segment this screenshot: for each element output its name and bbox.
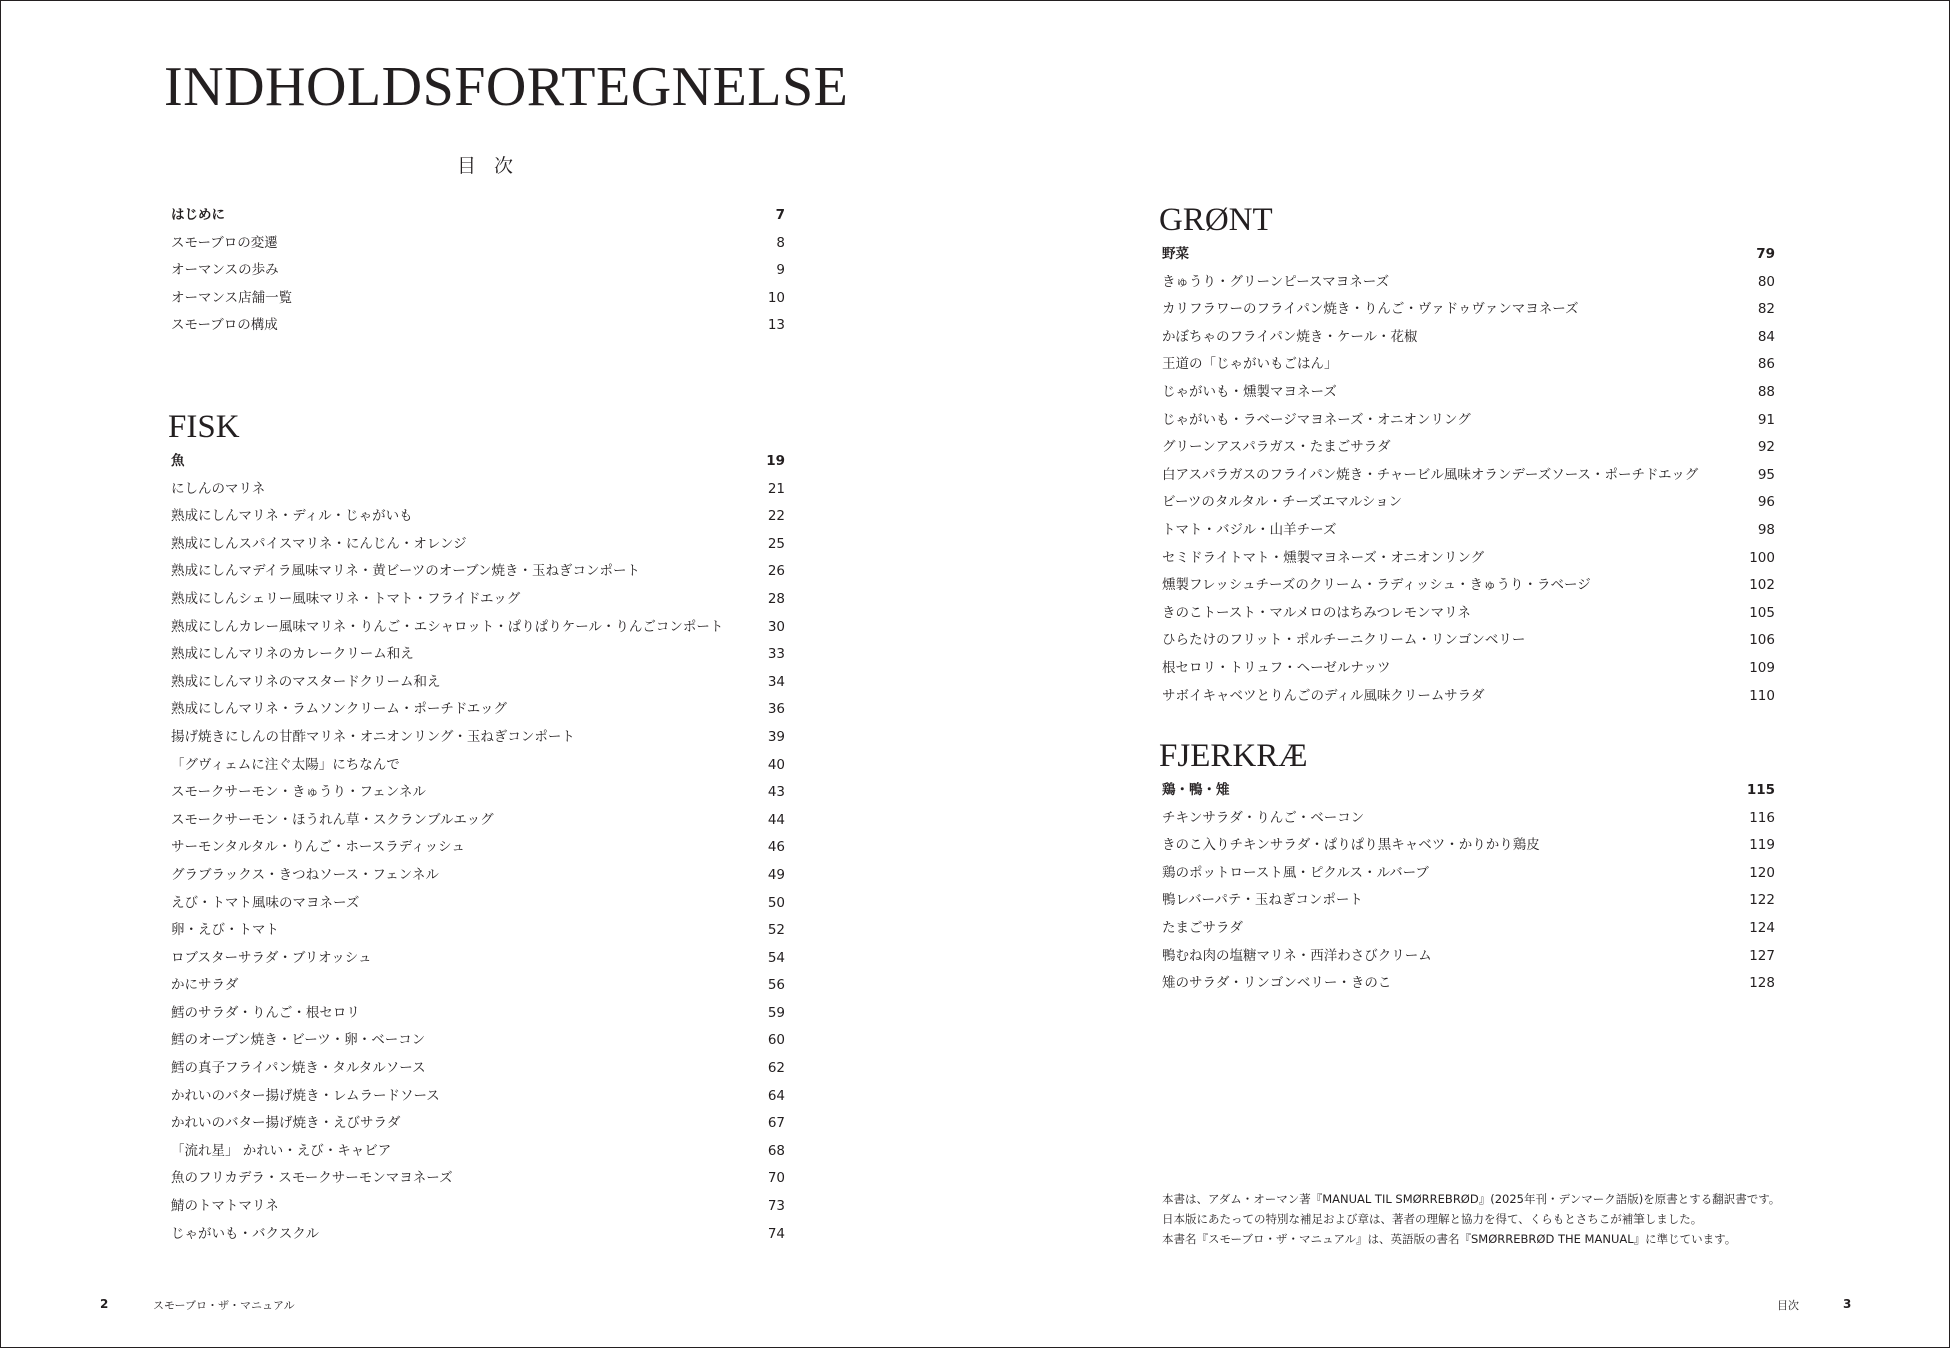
toc-entry-title: じゃがいも・ラベージマヨネーズ・オニオンリング — [1162, 411, 1471, 428]
toc-entry-title: かれいのバター揚げ焼き・えびサラダ — [171, 1115, 401, 1132]
toc-entry — [171, 1083, 785, 1111]
toc-entry — [1162, 655, 1775, 683]
toc-entry — [1162, 462, 1775, 490]
toc-entry-page: 96 — [1757, 494, 1775, 511]
toc-entry-page: 36 — [767, 701, 785, 718]
toc-entry-page: 9 — [776, 262, 785, 279]
page-subtitle: 目 次 — [457, 155, 520, 177]
toc-entry-title: 卵・えび・トマト — [171, 922, 279, 939]
toc-entry-title: 白アスパラガスのフライパン焼き・チャービル風味オランデーズソース・ポーチドエッグ — [1162, 466, 1699, 483]
toc-entry — [1162, 943, 1775, 971]
fjerkrae-section — [1159, 738, 1775, 998]
toc-entry — [171, 834, 785, 862]
toc-entry — [171, 476, 785, 504]
toc-entry-page: 84 — [1757, 328, 1775, 345]
toc-entry-title: スモークサーモン・ほうれん草・スクランブルエッグ — [171, 811, 494, 828]
toc-entry-page: 109 — [1749, 659, 1775, 676]
toc-entry-page: 68 — [767, 1142, 785, 1159]
toc-entry-page: 30 — [767, 618, 785, 635]
toc-entry — [171, 1165, 785, 1193]
toc-entry — [171, 285, 785, 313]
toc-entry-title: 鴨レバーパテ・玉ねぎコンポート — [1162, 892, 1363, 909]
section-heading-fisk: FISK — [168, 409, 240, 445]
toc-entry-page: 98 — [1757, 521, 1775, 538]
toc-entry-page: 50 — [767, 894, 785, 911]
toc-entry-page: 25 — [767, 535, 785, 552]
toc-entry — [1162, 296, 1775, 324]
toc-entry-page: 33 — [767, 646, 785, 663]
toc-entry — [171, 1110, 785, 1138]
toc-entry-title: ひらたけのフリット・ポルチーニクリーム・リンゴンベリー — [1162, 632, 1526, 649]
toc-entry-page: 13 — [767, 317, 785, 334]
toc-entry-page: 91 — [1757, 411, 1775, 428]
toc-entry — [171, 696, 785, 724]
toc-entry-title: 熟成にしんカレー風味マリネ・りんご・エシャロット・ぱりぱりケール・りんごコンポート — [171, 618, 724, 635]
toc-entry-title: 熟成にしんスパイスマリネ・にんじん・オレンジ — [171, 535, 467, 552]
toc-entry-page: 105 — [1749, 604, 1775, 621]
toc-entry-title: サボイキャベツとりんごのディル風味クリームサラダ — [1162, 687, 1485, 704]
toc-entry-title: 鱈のオーブン焼き・ビーツ・卵・ベーコン — [171, 1032, 426, 1049]
toc-entry-page: 110 — [1749, 687, 1775, 704]
toc-entry-title: セミドライトマト・燻製マヨネーズ・オニオンリング — [1162, 549, 1485, 566]
toc-entry — [171, 1000, 785, 1028]
toc-entry-title: きのこ入りチキンサラダ・ぱりぱり黒キャベツ・かりかり鶏皮 — [1162, 837, 1540, 854]
gront-section — [1159, 202, 1775, 710]
toc-entry — [1162, 269, 1775, 297]
toc-entry — [171, 558, 785, 586]
toc-entry-title: えび・トマト風味のマヨネーズ — [171, 894, 360, 911]
toc-entry-title: チキンサラダ・りんご・ベーコン — [1162, 809, 1365, 826]
toc-entry-title: にしんのマリネ — [171, 480, 266, 497]
note-line: 本書は、アダム・オーマン著『MANUAL TIL SMØRREBRØD』(2025年刊・デンマーク語版)を原書とする翻訳書です。 — [1162, 1192, 1781, 1206]
toc-entry-page: 46 — [767, 839, 785, 856]
toc-entry — [171, 1055, 785, 1083]
toc-entry-page: 56 — [767, 977, 785, 994]
toc-entry-page: 92 — [1757, 439, 1775, 456]
toc-entry-title: かにサラダ — [171, 977, 239, 994]
toc-entry-title: きゅうり・グリーンピースマヨネーズ — [1162, 273, 1390, 290]
toc-entry-title: 「流れ星」 かれい・えび・キャビア — [171, 1142, 392, 1159]
toc-entry-title: 熟成にしんマリネ・ラムソンクリーム・ポーチドエッグ — [171, 701, 508, 718]
toc-entry — [1162, 860, 1775, 888]
toc-entry-title: じゃがいも・燻製マヨネーズ — [1162, 383, 1337, 400]
toc-entry-page: 119 — [1749, 837, 1775, 854]
toc-entry — [1162, 324, 1775, 352]
toc-entry — [171, 230, 785, 258]
toc-entry — [1162, 832, 1775, 860]
toc-entry-page: 39 — [767, 728, 785, 745]
toc-entry-title: 揚げ焼きにしんの甘酢マリネ・オニオンリング・玉ねぎコンポート — [171, 728, 575, 745]
toc-entry-page: 7 — [775, 207, 785, 223]
toc-entry-title: かぼちゃのフライパン焼き・ケール・花椒 — [1162, 328, 1418, 345]
toc-entry — [171, 945, 785, 973]
toc-entry-page: 34 — [767, 673, 785, 690]
toc-entry-page: 74 — [767, 1225, 785, 1242]
toc-entry-page: 79 — [1756, 246, 1775, 262]
toc-entry-title: 野菜 — [1162, 246, 1189, 262]
toc-entry-page: 21 — [767, 480, 785, 497]
toc-entry-page: 100 — [1749, 549, 1775, 566]
toc-entry-page: 8 — [776, 234, 785, 251]
note-line: 本書名『スモーブロ・ザ・マニュアル』は、英語版の書名『SMØRREBRØD THE MANUAL』に準じています。 — [1162, 1232, 1737, 1246]
toc-entry — [1162, 627, 1775, 655]
toc-entry — [1162, 572, 1775, 600]
toc-entry — [1162, 805, 1775, 833]
fjerkrae-list — [1162, 777, 1775, 998]
toc-entry-title: 魚 — [171, 453, 185, 469]
page-title: INDHOLDSFORTEGNELSE — [164, 56, 849, 118]
toc-entry — [171, 202, 785, 230]
toc-entry-page: 49 — [767, 866, 785, 883]
toc-entry-page: 102 — [1749, 577, 1775, 594]
toc-entry-title: 魚のフリカデラ・スモークサーモンマヨネーズ — [171, 1170, 453, 1187]
toc-entry-title: グリーンアスパラガス・たまごサラダ — [1162, 439, 1391, 456]
toc-entry — [171, 312, 785, 340]
toc-entry-title: 鴨むね肉の塩糖マリネ・西洋わさびクリーム — [1162, 947, 1432, 964]
toc-entry — [171, 669, 785, 697]
toc-entry-page: 10 — [767, 289, 785, 306]
intro-list — [171, 202, 785, 340]
toc-entry-page: 106 — [1749, 632, 1775, 649]
toc-entry-page: 127 — [1749, 947, 1775, 964]
toc-entry-title: たまごサラダ — [1162, 919, 1243, 936]
toc-entry-title: かれいのバター揚げ焼き・レムラードソース — [171, 1087, 440, 1104]
toc-entry — [1162, 545, 1775, 573]
toc-entry-page: 52 — [767, 922, 785, 939]
toc-entry — [1162, 351, 1775, 379]
toc-entry-title: ビーツのタルタル・チーズエマルション — [1162, 494, 1403, 511]
toc-entry — [171, 586, 785, 614]
toc-entry-title: 熟成にしんマリネのマスタードクリーム和え — [171, 673, 441, 690]
toc-entry — [171, 862, 785, 890]
toc-entry — [171, 1193, 785, 1221]
toc-entry-title: 熟成にしんシェリー風味マリネ・トマト・フライドエッグ — [171, 590, 521, 607]
toc-entry-title: 雉のサラダ・リンゴンベリー・きのこ — [1162, 975, 1392, 992]
toc-entry — [1162, 517, 1775, 545]
toc-entry-page: 122 — [1749, 892, 1775, 909]
toc-entry-page: 115 — [1746, 782, 1775, 798]
toc-entry — [1162, 683, 1775, 711]
toc-entry-title: カリフラワーのフライパン焼き・りんご・ヴァドゥヴァンマヨネーズ — [1162, 301, 1579, 318]
toc-entry — [171, 448, 785, 476]
toc-entry — [1162, 970, 1775, 998]
toc-entry-page: 59 — [767, 1004, 785, 1021]
toc-entry-title: ロブスターサラダ・ブリオッシュ — [171, 949, 372, 966]
toc-entry — [171, 724, 785, 752]
translation-note — [1162, 1189, 1780, 1249]
toc-entry — [171, 614, 785, 642]
right-running-title: 目次 — [1777, 1299, 1799, 1312]
toc-entry-page: 26 — [767, 563, 785, 580]
toc-entry-page: 60 — [767, 1032, 785, 1049]
toc-entry — [171, 257, 785, 285]
toc-entry — [171, 917, 785, 945]
toc-entry-page: 43 — [767, 784, 785, 801]
toc-entry-page: 124 — [1749, 919, 1775, 936]
left-page-number: 2 — [100, 1297, 109, 1311]
toc-entry — [171, 1138, 785, 1166]
toc-entry-title: サーモンタルタル・りんご・ホースラディッシュ — [171, 839, 465, 856]
toc-entry-title: 燻製フレッシュチーズのクリーム・ラディッシュ・きゅうり・ラベージ — [1162, 577, 1591, 594]
toc-entry — [171, 1221, 785, 1249]
toc-entry-page: 82 — [1757, 301, 1775, 318]
toc-entry — [1162, 379, 1775, 407]
intro-section — [171, 202, 785, 340]
toc-entry-title: 鶏のポットロースト風・ピクルス・ルバーブ — [1162, 864, 1429, 881]
toc-entry-page: 62 — [767, 1060, 785, 1077]
toc-entry-title: きのこトースト・マルメロのはちみつレモンマリネ — [1162, 604, 1471, 621]
toc-entry-page: 28 — [767, 590, 785, 607]
toc-entry-title: スモークサーモン・きゅうり・フェンネル — [171, 784, 426, 801]
toc-entry-title: 熟成にしんマリネ・ディル・じゃがいも — [171, 508, 413, 525]
toc-entry-page: 73 — [767, 1198, 785, 1215]
toc-entry-title: オーマンスの歩み — [171, 262, 279, 279]
note-line: 日本版にあたっての特別な補足および章は、著者の理解と協力を得て、くらもとさちこが補筆しました。 — [1162, 1212, 1703, 1226]
toc-entry-title: 鱈の真子フライパン焼き・タルタルソース — [171, 1060, 426, 1077]
toc-entry-page: 95 — [1757, 466, 1775, 483]
left-running-title: スモーブロ・ザ・マニュアル — [153, 1299, 295, 1312]
toc-entry — [171, 752, 785, 780]
toc-entry-title: 熟成にしんマデイラ風味マリネ・黄ビーツのオーブン焼き・玉ねぎコンポート — [171, 563, 640, 580]
toc-entry-page: 64 — [767, 1087, 785, 1104]
toc-entry — [171, 807, 785, 835]
toc-entry — [171, 779, 785, 807]
toc-entry-title: 熟成にしんマリネのカレークリーム和え — [171, 646, 414, 663]
toc-entry-page: 44 — [767, 811, 785, 828]
toc-entry-title: 根セロリ・トリュフ・ヘーゼルナッツ — [1162, 659, 1391, 676]
toc-entry-page: 128 — [1749, 975, 1775, 992]
toc-entry-title: 鯖のトマトマリネ — [171, 1198, 279, 1215]
toc-entry-title: 王道の「じゃがいもごはん」 — [1162, 356, 1338, 373]
gront-list — [1162, 241, 1775, 710]
toc-entry-title: 鱈のサラダ・りんご・根セロリ — [171, 1004, 360, 1021]
toc-entry-title: トマト・バジル・山羊チーズ — [1162, 521, 1337, 538]
fisk-list — [171, 448, 785, 1248]
toc-entry-page: 120 — [1749, 864, 1775, 881]
toc-entry — [1162, 489, 1775, 517]
toc-entry-title: スモーブロの構成 — [171, 317, 278, 334]
toc-entry — [1162, 915, 1775, 943]
toc-entry — [171, 531, 785, 559]
toc-entry — [1162, 241, 1775, 269]
toc-entry — [1162, 407, 1775, 435]
right-page-number: 3 — [1843, 1297, 1852, 1311]
toc-entry — [1162, 777, 1775, 805]
toc-entry-page: 22 — [767, 508, 785, 525]
toc-entry-page: 116 — [1749, 809, 1775, 826]
toc-entry-title: はじめに — [171, 207, 225, 223]
section-heading-fjerkrae: FJERKRÆ — [1159, 738, 1308, 774]
toc-entry — [1162, 434, 1775, 462]
toc-entry — [171, 641, 785, 669]
fisk-section — [168, 409, 785, 1248]
toc-entry-page: 54 — [767, 949, 785, 966]
toc-entry-title: じゃがいも・バクスクル — [171, 1225, 319, 1242]
toc-entry — [171, 503, 785, 531]
toc-entry — [171, 972, 785, 1000]
toc-entry-page: 88 — [1757, 383, 1775, 400]
toc-entry-page: 40 — [767, 756, 785, 773]
toc-entry — [171, 1027, 785, 1055]
toc-entry-page: 86 — [1757, 356, 1775, 373]
toc-entry — [1162, 887, 1775, 915]
toc-entry-page: 80 — [1757, 273, 1775, 290]
toc-entry-title: オーマンス店舗一覧 — [171, 289, 293, 306]
section-heading-gront: GRØNT — [1159, 202, 1273, 238]
toc-entry-title: 「グヴィェムに注ぐ太陽」にちなんで — [171, 756, 400, 773]
toc-entry-title: 鶏・鴨・雉 — [1162, 782, 1230, 798]
toc-entry-page: 67 — [767, 1115, 785, 1132]
toc-entry — [1162, 600, 1775, 628]
toc-entry-title: スモーブロの変遷 — [171, 234, 278, 251]
toc-entry-page: 19 — [766, 453, 785, 469]
toc-entry-page: 70 — [767, 1170, 785, 1187]
toc-entry-title: グラブラックス・きつねソース・フェンネル — [171, 866, 439, 883]
toc-entry — [171, 890, 785, 918]
